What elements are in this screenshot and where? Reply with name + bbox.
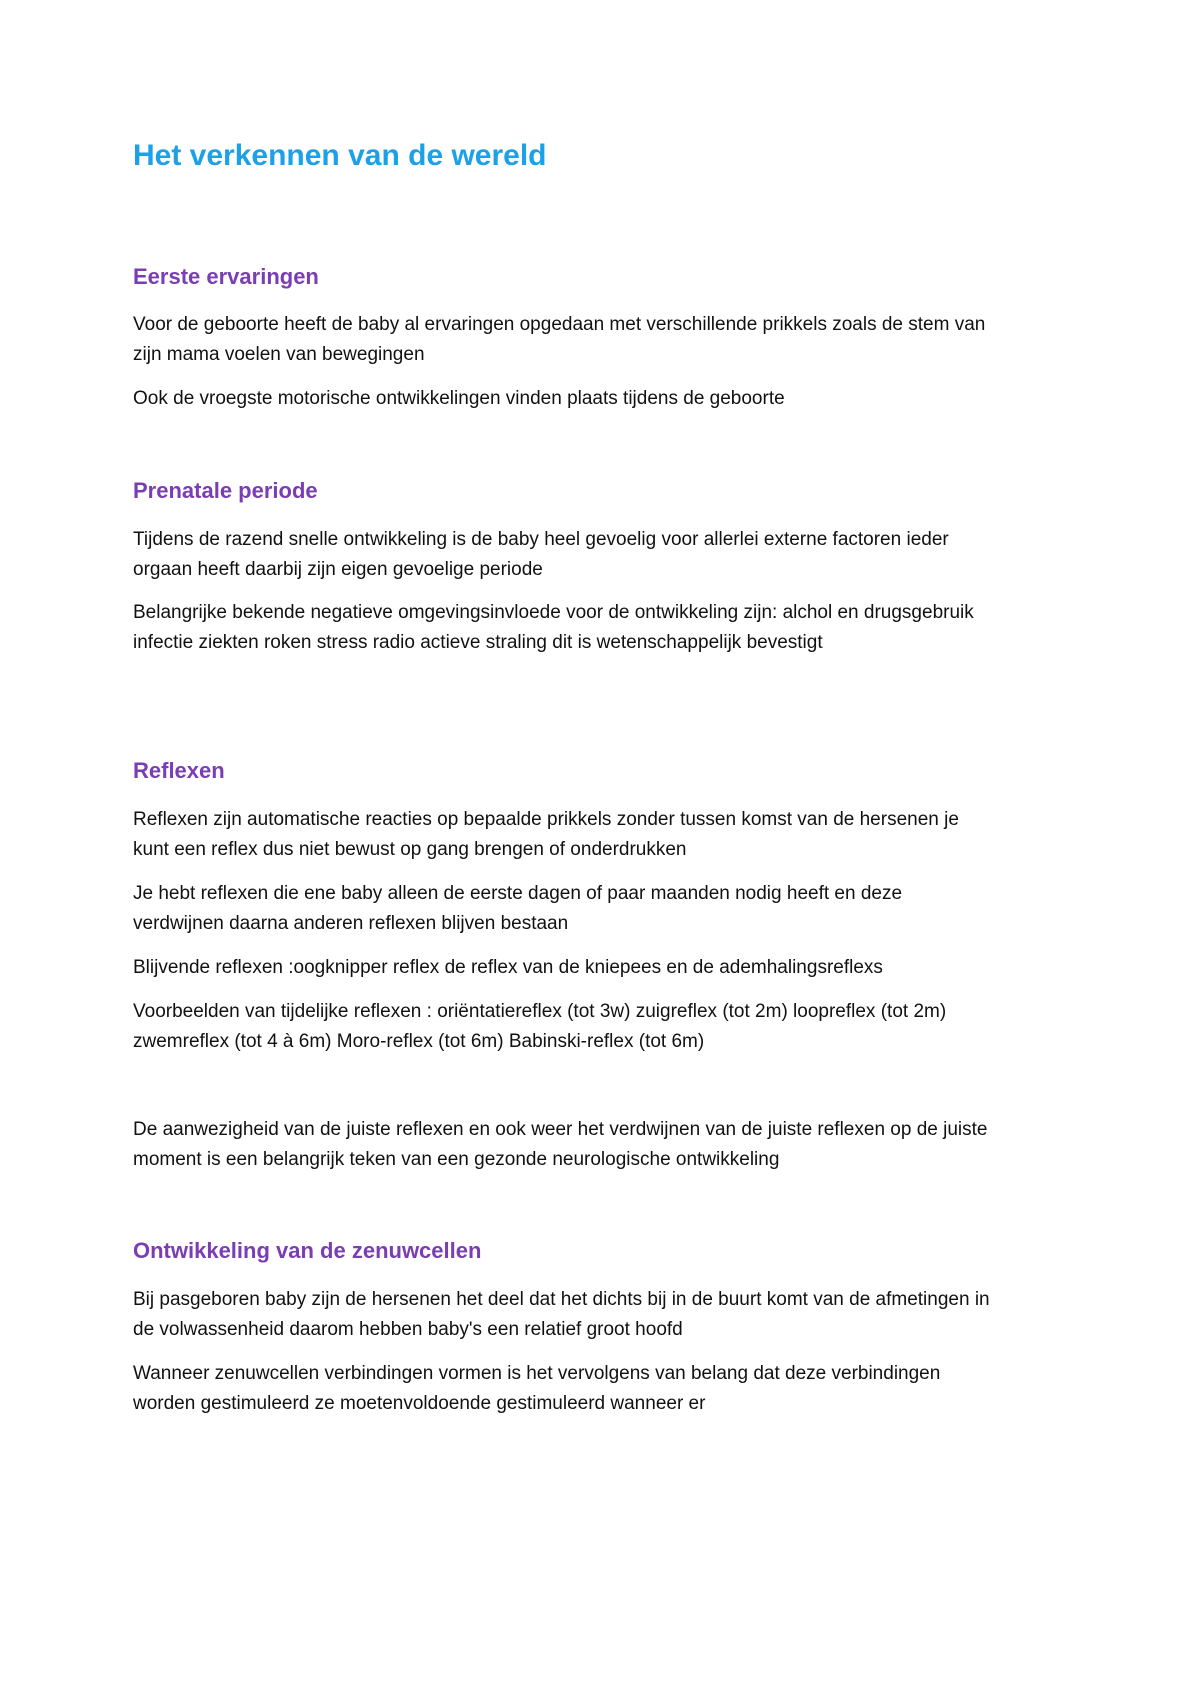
section-heading-prenatale-periode: Prenatale periode bbox=[133, 478, 318, 503]
paragraph: De aanwezigheid van de juiste reflexen en ook weer het verdwijnen van de juiste reflexen op de juiste moment is een belangrijk teken van een gezonde neurologische ontwikkeling bbox=[133, 1119, 988, 1170]
paragraph: Blijvende reflexen :oogknipper reflex de reflex van de kniepees en de ademhalingsreflexs bbox=[133, 957, 883, 978]
page-title: Het verkennen van de wereld bbox=[133, 139, 547, 172]
paragraph: Bij pasgeboren baby zijn de hersenen het deel dat het dichts bij in de buurt komt van de afmetingen in de volwassenheid daarom hebben baby's een relatief groot hoofd bbox=[133, 1289, 990, 1340]
paragraph: Tijdens de razend snelle ontwikkeling is de baby heel gevoelig voor allerlei externe factoren ieder orgaan heeft daarbij zijn eigen gevoelige periode bbox=[133, 529, 949, 580]
section-heading-ontwikkeling-zenuwcellen: Ontwikkeling van de zenuwcellen bbox=[133, 1238, 482, 1263]
paragraph: Belangrijke bekende negatieve omgevingsinvloede voor de ontwikkeling zijn: alchol en drugsgebruik infectie ziekten roken stress radio actieve straling dit is wetenschappelijk bevestigt bbox=[133, 602, 974, 653]
section-heading-eerste-ervaringen: Eerste ervaringen bbox=[133, 264, 319, 289]
section-heading-reflexen: Reflexen bbox=[133, 758, 225, 783]
paragraph: Je hebt reflexen die ene baby alleen de eerste dagen of paar maanden nodig heeft en deze verdwijnen daarna anderen reflexen blijven bestaan bbox=[133, 883, 903, 934]
paragraph: Voorbeelden van tijdelijke reflexen : oriëntatiereflex (tot 3w) zuigreflex (tot 2m) loopreflex (tot 2m) zwemreflex (tot 4 à 6m) Moro-reflex (tot 6m) Babinski-reflex (tot 6m) bbox=[133, 1001, 947, 1052]
paragraph: Voor de geboorte heeft de baby al ervaringen opgedaan met verschillende prikkels zoals de stem van zijn mama voelen van bewegingen bbox=[133, 314, 986, 365]
paragraph: Ook de vroegste motorische ontwikkelingen vinden plaats tijdens de geboorte bbox=[133, 388, 785, 409]
paragraph: Reflexen zijn automatische reacties op bepaalde prikkels zonder tussen komst van de hersenen je kunt een reflex dus niet bewust op gang brengen of onderdrukken bbox=[133, 809, 959, 860]
paragraph: Wanneer zenuwcellen verbindingen vormen is het vervolgens van belang dat deze verbindingen worden gestimuleerd ze moetenvoldoende gestimuleerd wanneer er bbox=[133, 1363, 941, 1414]
